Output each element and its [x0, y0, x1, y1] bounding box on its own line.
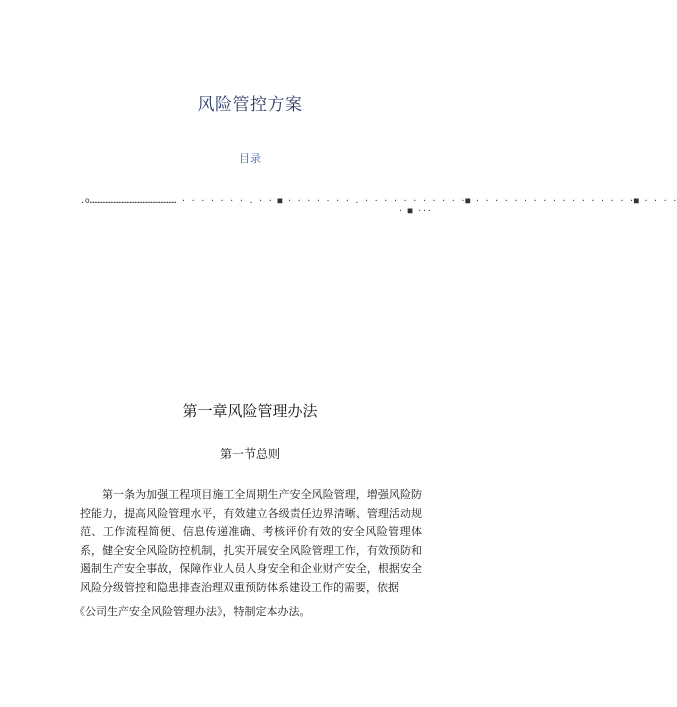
- toc-leader-line-continued[interactable]: · ■ ···: [398, 206, 432, 215]
- article-paragraph-tail: 《公司生产安全风险管理办法》，特制定本办法。: [74, 605, 311, 618]
- chapter-title: 第一章风险管理办法: [182, 402, 318, 420]
- toc-heading[interactable]: 目录: [239, 152, 261, 165]
- section-title: 第一节总则: [219, 447, 280, 461]
- document-title: 风险管控方案: [197, 95, 303, 115]
- toc-leader-line[interactable]: .o……………………………………………… · · · · · · · . · · ■ · · · · · · · . · · · · · · · · · · ·■ · · · · · · · · · · · · · · · · ·■ · · · ·: [80, 196, 677, 205]
- article-paragraph: 第一条为加强工程项目施工全周期生产安全风险管理，增强风险防控能力，提高风险管理水平，有效建立各级责任边界清晰、管理活动规范、工作流程简便、信息传递准确、考核评价有效的安全风险管理体系，健全安全风险防控机制，扎实开展安全风险管理工作，有效预防和遏制生产安全事故，保障作业人员人身安全和企业财产安全，根据安全风险分级管控和隐患排查治理双重预防体系建设工作的需要，依据: [80, 488, 422, 594]
